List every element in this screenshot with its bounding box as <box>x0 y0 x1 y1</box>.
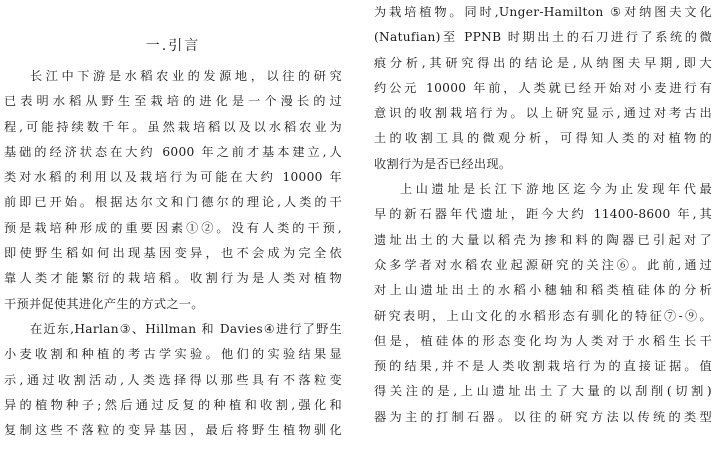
text-line: 上山遗址是长江下游地区迄今为止发现年代最 <box>400 182 712 197</box>
left-column <box>4 0 342 443</box>
text-line: 器为主的打制石器。以往的研究方法以传统的类型 <box>374 409 712 424</box>
text-line: 土的收割工具的微观分析，可得知人类的对植物的 <box>374 131 712 146</box>
text-line: 遗址出土的大量以稻壳为掺和料的陶器已引起对了 <box>374 232 712 247</box>
text-line: 异的植物种子;然后通过反复的种植和收割,强化和 <box>4 397 342 412</box>
text-line: 早的新石器年代遗址，距今大约 11400-8600 年,其 <box>374 207 712 222</box>
text-line: 意识的收割栽培行为。以上研究显示,通过对考古出 <box>374 106 712 121</box>
text-line: 预是栽培种形成的重要因素①②。没有人类的干预, <box>4 220 342 235</box>
text-line: 示,通过收割活动,人类选择得以那些具有不落粒变 <box>4 372 342 387</box>
text-line: 研究表明，上山文化的水稻形态有驯化的特征⑦-⑨。 <box>374 308 712 323</box>
text-line: 对上山遗址出土的水稻小穗轴和稻类植硅体的分析 <box>374 283 712 298</box>
right-column <box>374 0 712 430</box>
text-line: 复制这些不落粒的变异基因，最后将野生植物驯化 <box>4 423 342 438</box>
text-line: 痕分析,其研究得出的结论是,从纳图夫早期,即大 <box>374 55 712 70</box>
text-line: 收割行为是否已经出现。 <box>374 156 512 171</box>
text-line: 前即已开始。根据达尔文和门德尔的理论,人类的干 <box>4 195 342 210</box>
text-line: 众多学者对水稻农业起源研究的关注⑥。此前,通过 <box>374 257 712 272</box>
text-line: 基础的经济状态在大约 6000 年之前才基本建立,人 <box>4 144 342 159</box>
text-line: 得关注的是,上山遗址出土了大量的以刮削(切割) <box>374 384 712 399</box>
section-heading: 一.引言 <box>145 38 201 54</box>
paragraph-shangshan <box>374 177 712 430</box>
paragraph-intro <box>4 64 342 317</box>
text-line: 但是，植硅体的形态变化均为人类对于水稻生长干 <box>374 333 712 348</box>
text-line: 小麦收割和种植的考古学实验。他们的实验结果显 <box>4 347 342 362</box>
text-line: 为栽培植物。同时,Unger-Hamilton ⑤对纳图夫文化 <box>374 5 712 19</box>
text-line: 已表明水稻从野生至栽培的进化是一个漫长的过 <box>4 94 342 109</box>
text-line: 靠人类才能繁衍的栽培稻。收割行为是人类对植物 <box>4 271 342 286</box>
text-line: 长江中下游是水稻农业的发源地，以往的研究 <box>30 69 342 83</box>
paragraph-natufian <box>374 0 712 177</box>
text-line: 程,可能持续数千年。虽然栽培稻以及以水稻农业为 <box>4 119 342 134</box>
text-line: 预的结果,并不是人类收割栽培行为的直接证据。值 <box>374 359 712 374</box>
text-line: 约公元 10000 年前，人类就已经开始对小麦进行有 <box>374 80 712 95</box>
text-line: (Natufian)至 PPNB 时期出土的石刀进行了系统的微 <box>374 30 712 45</box>
text-line: 干预并促使其进化产生的方式之一。 <box>4 296 204 311</box>
text-line: 在近东,Harlan③、Hillman 和 Davies④进行了野生 <box>30 321 342 336</box>
text-line: 即使野生稻如何出现基因变异，也不会成为完全依 <box>4 246 342 261</box>
paragraph-near-east <box>4 317 342 443</box>
text-line: 类对水稻的利用以及栽培行为可能在大约 10000 年 <box>4 170 342 185</box>
